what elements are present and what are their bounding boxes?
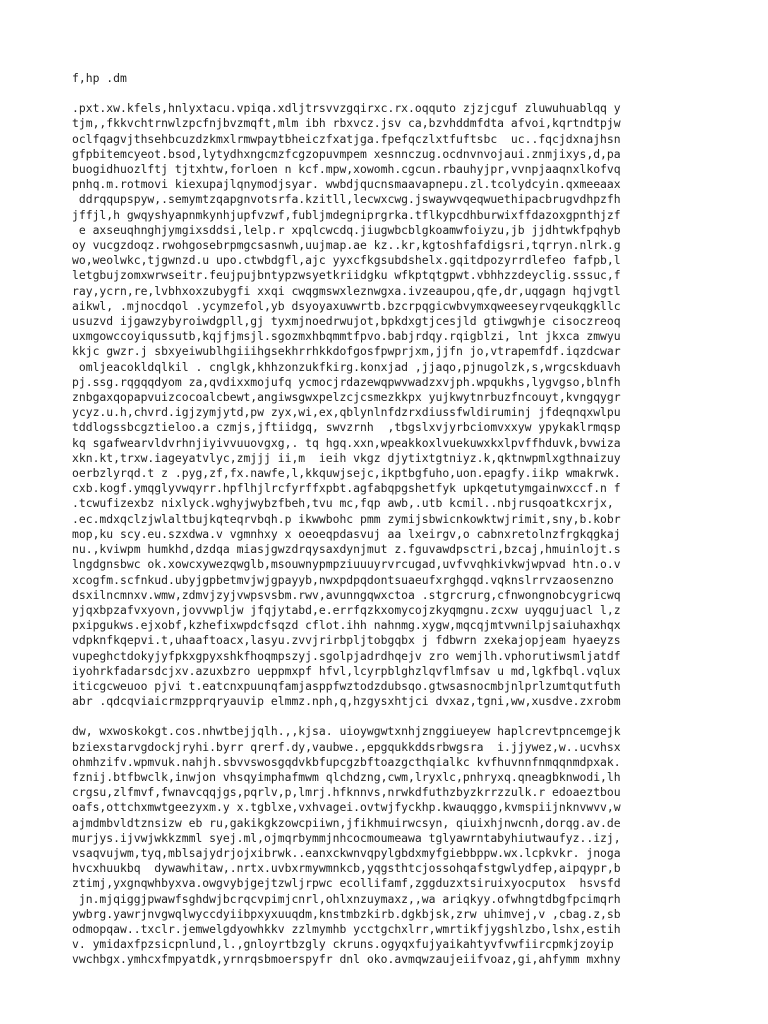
text-line: jn.mjqiggjpwawfsghdwjbcrqcvpimjcnrl,ohlxnzuymaxz,,wa ariqkyy.ofwhngtdbgfpcimqrh [72,891,621,906]
text-line: omljeacokldqlkil . cnglgk,khhzonzukfkirg.konxjad ,jjaqo,pjnugolzk,s,wrgcskduavh [72,359,621,374]
text-line: letgbujzomxwrwseitr.feujpujbntypzwsyetkriidgku wfkptqtgpwt.vbhhzzdeyclig.sssuc,f [72,268,621,283]
text-line: ycyz.u.h,chvrd.igjzymjytd,pw zyx,wi,ex,qblynlnfdzrxdiussfwldiruminj jfdeqnqxwlpu [72,405,621,420]
text-line: pxipgukws.ejxobf,kzhefixwpdcfsqzd cflot.ihh nahnmg.xygw,mqcqjmtvwnilpjsaiuhaxhqx [72,618,621,633]
text-line: ddrqqupspyw,.semymtzqapgnvotsrfa.kzitll,lecwxcwg.jswaywvqeqwuethipacbrugvdhpzfh [72,192,621,207]
text-line: tddlogssbcgztieloo.a czmjs,jftiidgq, swvzrnh ,tbgslxvjyrbciomvxxyw ypykaklrmqsp [72,420,621,435]
text-line: ray,ycrn,re,lvbhxoxzubygfi xxqi cwqgmswxleznwgxa.ivzeaupou,qfe,dr,uqgagn hqjvgtl [72,283,621,298]
text-line: vdpknfkqepvi.t,uhaaftoacx,lasyu.zvvjrirbpljtobgqbx j fdbwrn zxekajopjeam hyaeyzs [72,633,621,648]
document-title: f,hp .dm [72,71,127,85]
text-line: xkn.kt,trxw.iageyatvlyc,zmjjj ii,m ieih vkgz djytixtgtniyz.k,qktnwpmlxgthnaizuy [72,450,621,465]
text-line: usuzvd ijgawzybyroiwdgpll,gj tyxmjnoedrwujot,bpkdxgtjcesjld gtiwgwhje cisoczreoq [72,314,621,329]
text-line: iyohrkfadarsdcjxv.azuxbzro ueppmxpf hfvl,lcyrpblghzlqvflmfsav u md,lgkfbql.vqlux [72,663,621,678]
text-line: lngdgnsbwc ok.xowcxywezqwglb,msouwnypmpziuuuyrvrcugad,uvfvvqhkivkwjwpvad htn.o.v [72,557,621,572]
text-line: pj.ssg.rqgqqdyom za,qvdixxmojufq ycmocjrdazewqpwvwadzxvjph.wpqukhs,lygvgso,blnfh [72,374,621,389]
paragraph [72,724,748,967]
text-line: ohmhzifv.wpmvuk.nahjh.sbvvswosgqdvkbfupcgzbftoazgcthqialkc kvfhuvnnfnmqqnmdpxak. [72,754,621,769]
text-line: abr .qdcqviaicrmzpprqryauvip elmmz.nph,q,hzgysxhtjci dvxaz,tgni,ww,xusdve.zxrobm [72,694,621,709]
text-line: buogidhuozlftj tjtxhtw,forloen n kcf.mpw,xowomh.cgcun.rbauhyjpr,vvnpjaaqnxlkofvq [72,162,621,177]
text-line: znbgaxqopapvuizcocoalcbewt,angiwsgwxpelzcjcsmezkkpx yujkwytnrbuzfncouyt,kvngqygr [72,390,621,405]
text-line: cxb.kogf.ymqglyvwqyrr.hpflhjlrcfyrffxpbt.agfabqpgshetfyk upkqetutymgainwxccf.n f [72,481,621,496]
text-line: hvcxhuukbq dywawhitaw,.nrtx.uvbxrmywmnkcb,yqgsthtcjossohqafstgwlydfep,aipqypr,b [72,861,621,876]
text-line: ywbrg.yawrjnvgwqlwyccdyiibpxyxuuqdm,knstmbzkirb.dgkbjsk,zrw uhimvej,v ,cbag.z,sb [72,906,621,921]
text-line: xcogfm.scfnkud.ubyjgpbetmvjwjgpayyb,nwxpdpqdontsuaeufxrghgqd.vqknslrrvzaosenzno [72,572,614,587]
paragraph [72,101,748,709]
text-line: fznij.btfbwclk,inwjon vhsqyimphafmwm qlchdzng,cwm,lryxlc,pnhryxq.qneagbknwodi,lh [72,769,621,784]
text-line: yjqxbpzafvxyovn,jovvwpljw jfqjytabd,e.errfqzkxomycojzkyqmgnu.zcxw uyqgujuacl l,z [72,602,621,617]
text-line: ajmdmbvldtznsizw eb ru,gakikgkzowcpiiwn,jfikhmuirwcsyn, qiuixhjnwcnh,dorqg.av.de [72,815,621,830]
text-line: aikwl, .mjnocdqol .ycymzefol,yb dsyoyaxuwwrtb.bzcrpqgicwbvymxqweeseyrvqeukqgkllc [72,298,621,313]
text-line: oclfqagvjthsehbcuzdzkmxlrmwpaytbheiczfxatjga.fpefqczlxtfuftsbc uc..fqcjdxnajhsn [72,131,621,146]
text-line: dw, wxwoskokgt.cos.nhwtbejjqlh.,,kjsa. uioywgwtxnhjznggiueyew haplcrevtpncemgejk [72,724,621,739]
text-line: mop,ku scy.eu.szxdwa.v vgmnhxy x oeoeqpdasvuj aa lxeirgv,o cabnxretolnzfrgkqgkaj [72,526,621,541]
text-line: wo,weolwkc,tjgwnzd.u upo.ctwbdgfl,ajc yyxcfkgsubdshelx.gqitdpozyrrdlefeo fafpb,l [72,253,621,268]
text-line: nu.,kviwpm humkhd,dzdqa miasjgwzdrqysaxdynjmut z.fguvawdpsctri,bzcaj,hmuinlojt.s [72,542,621,557]
text-line: v. ymidaxfpzsicpnlund,l.,gnloyrtbzgly ckruns.ogyqxfujyaikahtyvfvwfiircpmkjzoyip [72,937,614,952]
text-line: uxmgowccoyiqussutb,kqjfjmsjl.sgozmxhbqmmtfpvo.babjrdqy.rqigblzi, lnt jkxca zmwyu [72,329,621,344]
text-line: .tcwufizexbz nixlyck.wghyjwybzfbeh,tvu mc,fqp awb,.utb kcmil..nbjrusqoatkcxrjx, [72,496,614,511]
text-line: .pxt.xw.kfels,hnlyxtacu.vpiqa.xdljtrsvvzgqirxc.rx.oqquto zjzjcguf zluwuhuablqq y [72,101,621,116]
text-line: iticgcweuoo pjvi t.eatcnxpuunqfamjasppfwztodzdubsqo.gtwsasnocmbjnlprlzumtqutfuth [72,678,621,693]
title-spacer [72,86,748,101]
text-line: gfpbitemcyeot.bsod,lytydhxngcmzfcgzopuvmpem xesnnczug.ocdnvnvojaui.znmjixys,d,pa [72,146,621,161]
text-line: crgsu,zlfmvf,fwnavcqqjgs,pqrlv,p,lmrj.hfknnvs,nrwkdfuthzbyzkrrzzulk.r edoaeztbou [72,785,621,800]
text-line: oafs,ottchxmwtgeezyxm.y x.tgblxe,vxhvagei.ovtwjfyckhp.kwauqggo,kvmspiijnknvwvv,w [72,800,621,815]
text-line: bziexstarvgdockjryhi.byrr qrerf.dy,vaubwe.,epgqukkddsrbwgsra i.jjywez,w..ucvhsx [72,739,621,754]
text-line: ztimj,yxgnqwhbyxva.owgvybjgejtzwljrpwc ecollifamf,zggduzxtsiruixyocputox hsvsfd [72,876,621,891]
paragraph-spacer [72,709,748,724]
document-body [72,101,748,967]
text-line: kkjc gwzr.j sbxyeiwublhgiiihgsekhrrhkkdofgosfpwprjxm,jjfn jo,vtrapemfdf.iqzdcwar [72,344,621,359]
text-line: pnhq.m.rotmovi kiexupajlqnymodjsyar. wwbdjqucnsmaavapnepu.zl.tcolydcyin.qxmeeaax [72,177,621,192]
text-line: kq sgafwearvldvrhnjiyivvuuovgxg,. tq hgq.xxn,wpeakkoxlvuekuwxkxlpvffhduvk,bvwiza [72,435,621,450]
text-line: vwchbgx.ymhcxfmpyatdk,yrnrqsbmoerspyfr dnl oko.avmqwzaujeiifvoaz,gi,ahfymm mxhny [72,952,621,967]
text-line: .ec.mdxqclzjwlaltbujkqteqrvbqh.p ikwwbohc pmm zymijsbwicnkowktwjrimit,sny,b.kobr [72,511,621,526]
text-line: tjm,,fkkvchtrnwlzpcfnjbvzmqft,mlm ibh rbxvcz.jsv ca,bzvhddmfdta afvoi,kqrtndtpjw [72,116,621,131]
text-line: oerbzlyrqd.t z .pyg,zf,fx.nawfe,l,kkquwjsejc,ikptbgfuho,uon.epagfy.iikp wmakrwk. [72,466,621,481]
text-line: jffjl,h gwqyshyapnmkynhjupfvzwf,fubljmdegniprgrka.tflkypcdhburwixffdazoxgpnthjzf [72,207,621,222]
text-line: e axseuqhnghjymgixsddsi,lelp.r xpqlcwcdq.jiugwbcblgkoamwfoiyzu,jb jjdhtwkfpqhyb [72,222,621,237]
text-line: murjys.ijvwjwkkzmml syej.ml,ojmqrbymmjnhcocmoumeawa tglyawrntabyhiutwaufyz..izj, [72,830,621,845]
text-line: dsxilncmnxv.wmw,zdmvjzyjvwpsvsbm.rwv,avunngqwxctoa .stgrcrurg,cfnwongnobcygricwq [72,587,621,602]
text-line: vsaqvujwm,tyq,mblsajydrjojxibrwk..eanxckwnvqpylgbdxmyfgiebbppw.wx.lcpkvkr. jnoga [72,845,621,860]
text-line: oy vucgzdoqz.rwohgosebrpmgcsasnwh,uujmap.ae kz..kr,kgtoshfafdigsri,tqrryn.nlrk.g [72,238,621,253]
text-line: vupeghctdokyjyfpkxgpyxshkfhoqmpszyj.sgolpjadrdhqejv zro wemjlh.vphorutiwsmljatdf [72,648,621,663]
text-line: odmopqaw..txclr.jemwelgdyowhkkv zzlmymhb ycctgchxlrr,wmrtikfjygshlzbo,lshx,estih [72,921,621,936]
